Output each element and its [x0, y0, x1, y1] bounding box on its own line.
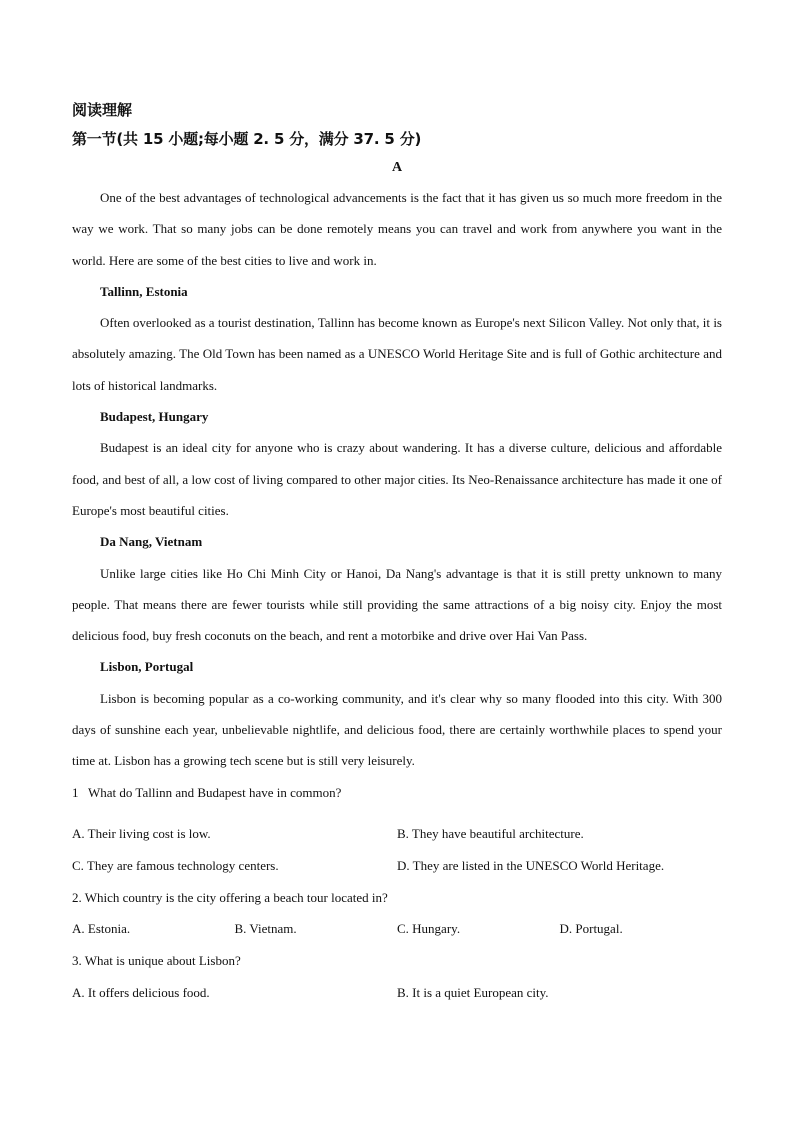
city-heading-lisbon: Lisbon, Portugal: [100, 659, 194, 675]
city-text-danang: Unlike large cities like Ho Chi Minh City or Hanoi, Da Nang's advantage is that it is still pretty unknown to many people. That means there are fewer tourists while still providing the same attractions of a big noisy city. Enjoy the most delicious food, buy fresh coconuts on the beach, and rent a motorbike and drive over Hai Van Pass.: [72, 565, 722, 644]
question-2-stem: 2. Which country is the city offering a beach tour located in?: [72, 889, 388, 905]
question-2-options: [72, 913, 722, 945]
section-title: 阅读理解: [72, 101, 133, 119]
passage-label: A: [391, 160, 403, 175]
city-heading-danang: Da Nang, Vietnam: [100, 534, 203, 550]
question-3-options: [72, 977, 722, 1009]
question-1-options-row1: [72, 818, 722, 850]
city-heading-budapest: Budapest, Hungary: [100, 409, 209, 425]
city-text-lisbon: Lisbon is becoming popular as a co-working community, and it's clear why so many flooded into this city. With 300 days of sunshine each year, unbelievable nightlife, and delicious food, there are certainly worthwhile places to spend your time at. Lisbon has a growing tech scene but is still very leisurely.: [72, 690, 722, 769]
city-heading-tallinn: Tallinn, Estonia: [100, 283, 188, 299]
city-text-budapest: Budapest is an ideal city for anyone who is crazy about wandering. It has a diverse culture, delicious and affordable food, and best of all, a low cost of living compared to other major cities. Its Neo-Renaissance architecture has made it one of Europe's most beautiful cities.: [72, 440, 722, 518]
question-3-option-b: B. It is a quiet European city.: [397, 984, 549, 1000]
question-1-options-row2: [72, 850, 722, 882]
document-page: [72, 96, 722, 1009]
passage-intro: One of the best advantages of technological advancements is the fact that it has given us so much more freedom in the way we work. That so many jobs can be done remotely means you can travel and work from anywhere you want in the world. Here are some of the best cities to live and work in.: [72, 190, 722, 268]
question-1-option-a: A. Their living cost is low.: [72, 825, 211, 841]
question-2-option-d: D. Portugal.: [559, 921, 623, 937]
question-2-option-c: C. Hungary.: [397, 921, 461, 937]
question-1-option-c: C. They are famous technology centers.: [72, 857, 279, 873]
question-1-stem: 1 What do Tallinn and Budapest have in common?: [72, 784, 342, 800]
question-2-option-b: B. Vietnam.: [234, 921, 297, 937]
question-1-option-b: B. They have beautiful architecture.: [397, 825, 584, 841]
question-3-stem: 3. What is unique about Lisbon?: [72, 953, 241, 969]
city-text-tallinn: Often overlooked as a tourist destination, Tallinn has become known as Europe's next Silicon Valley. Not only that, it is absolutely amazing. The Old Town has been named as a UNESCO World Heritage Site and is full of Gothic architecture and lots of historical landmarks.: [72, 315, 722, 393]
question-3-option-a: A. It offers delicious food.: [72, 984, 210, 1000]
section-subtitle: 第一节(共 15 小题;每小题 2. 5 分，满分 37. 5 分): [72, 130, 422, 148]
question-1-option-d: D. They are listed in the UNESCO World Heritage.: [397, 857, 665, 873]
question-2-option-a: A. Estonia.: [72, 921, 131, 937]
